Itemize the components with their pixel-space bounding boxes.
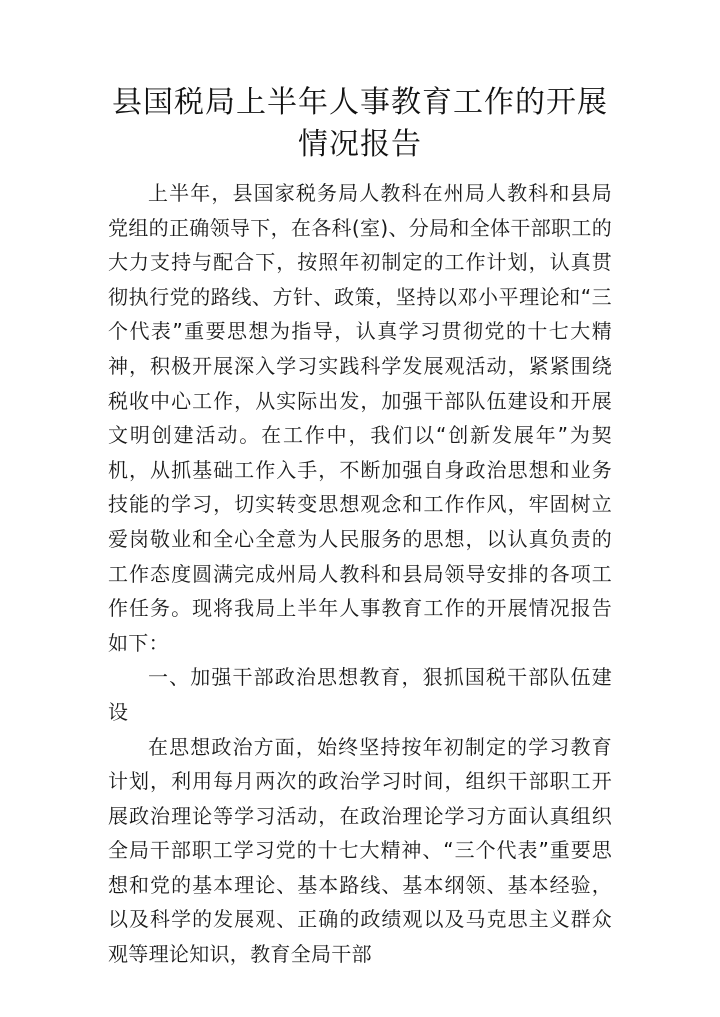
document-body bbox=[108, 176, 612, 972]
intro-paragraph: 上半年，县国家税务局人教科在州局人教科和县局党组的正确领导下，在各科(室)、分局和全体干部职工的大力支持与配合下，按照年初制定的工作计划，认真贯彻执行党的路线、方针、政策，坚持以邓小平理论和“三个代表”重要思想为指导，认真学习贯彻党的十七大精神，积极开展深入学习实践科学发展观活动，紧紧围绕税收中心工作，从实际出发，加强干部队伍建设和开展文明创建活动。在工作中，我们以“创新发展年”为契机，从抓基础工作入手，不断加强自身政治思想和业务技能的学习，切实转变思想观念和工作作风，牢固树立爱岗敬业和全心全意为人民服务的思想，以认真负责的工作态度圆满完成州局人教科和县局领导安排的各项工作任务。现将我局上半年人事教育工作的开展情况报告如下： bbox=[108, 181, 612, 655]
section-heading: 一、加强干部政治思想教育，狠抓国税干部队伍建设 bbox=[108, 665, 612, 724]
section-paragraph: 在思想政治方面，始终坚持按年初制定的学习教育计划，利用每月两次的政治学习时间，组织干部职工开展政治理论等学习活动，在政治理论学习方面认真组织全局干部职工学习党的十七大精神、“三个代表”重要思想和党的基本理论、基本路线、基本纲领、基本经验，以及科学的发展观、正确的政绩观以及马克思主义群众观等理论知识，教育全局干部 bbox=[108, 734, 612, 967]
document-title: 县国税局上半年人事教育工作的开展情况报告 bbox=[112, 85, 608, 162]
